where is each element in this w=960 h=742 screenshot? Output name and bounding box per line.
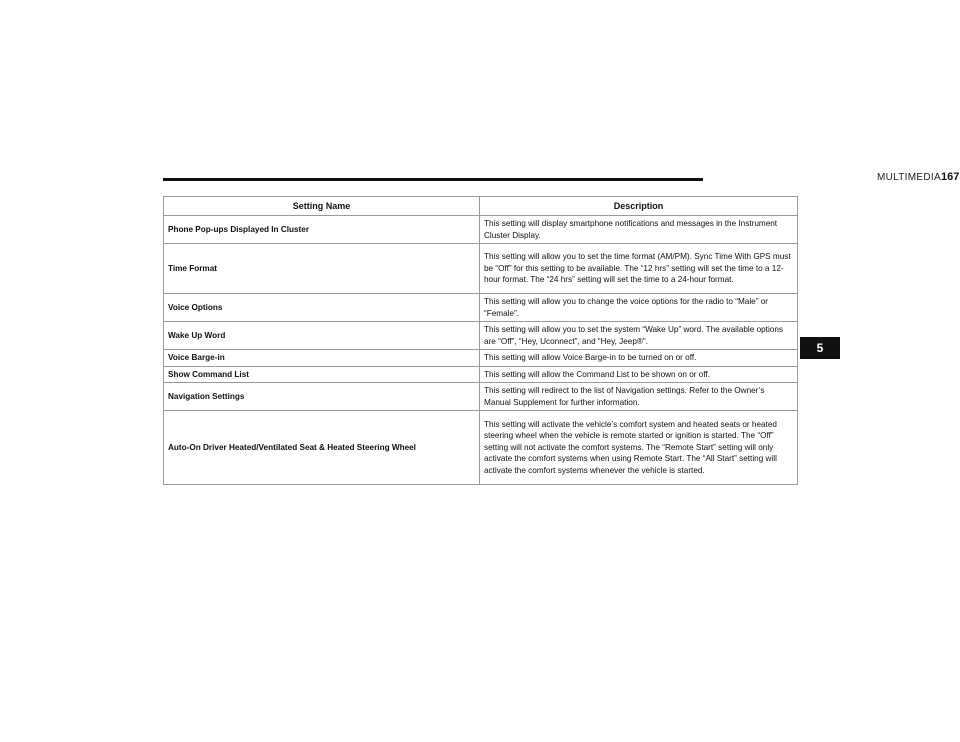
setting-description: This setting will allow you to set the system “Wake Up” word. The available options are “Off”, “Hey, Uconnect”, and “Hey, Jeep®”. <box>480 322 798 350</box>
table-row <box>164 244 798 294</box>
setting-description: This setting will allow you to change the voice options for the radio to “Male” or “Female”. <box>480 294 798 322</box>
section-title: MULTIMEDIA <box>877 172 941 183</box>
setting-name: Auto-On Driver Heated/Ventilated Seat & Heated Steering Wheel <box>164 411 480 485</box>
setting-name: Voice Options <box>164 294 480 322</box>
page-number: 167 <box>941 171 960 183</box>
setting-description: This setting will activate the vehicle’s comfort system and heated seats or heated steering wheel when the vehicle is remote started or ignition is started. The “Off” setting will not activate the comfort systems. The “Remote Start” setting will only activate the comfort systems when using Remote Start. The “All Start” setting will activate the comfort systems whenever the vehicle is started. <box>480 411 798 485</box>
setting-description: This setting will allow Voice Barge-in to be turned on or off. <box>480 350 798 367</box>
column-header-setting-name: Setting Name <box>164 197 480 216</box>
header-rule <box>163 178 703 181</box>
table-row <box>164 366 798 383</box>
table-row <box>164 216 798 244</box>
setting-description: This setting will allow you to set the time format (AM/PM). Sync Time With GPS must be “Off” for this setting to be available. The “12 hrs” setting will set the time to a 12-hour format. The “24 hrs” setting will set the time to a 24-hour format. <box>480 244 798 294</box>
table-row <box>164 294 798 322</box>
setting-name: Show Command List <box>164 366 480 383</box>
setting-description: This setting will allow the Command List to be shown on or off. <box>480 366 798 383</box>
page-header <box>163 170 960 186</box>
table-header-row <box>164 197 798 216</box>
setting-description: This setting will display smartphone notifications and messages in the Instrument Cluster Display. <box>480 216 798 244</box>
table-row <box>164 383 798 411</box>
column-header-description: Description <box>480 197 798 216</box>
setting-name: Wake Up Word <box>164 322 480 350</box>
setting-description: This setting will redirect to the list of Navigation settings. Refer to the Owner’s Manual Supplement for further information. <box>480 383 798 411</box>
setting-name: Navigation Settings <box>164 383 480 411</box>
setting-name: Phone Pop-ups Displayed In Cluster <box>164 216 480 244</box>
table-row <box>164 350 798 367</box>
setting-name: Voice Barge-in <box>164 350 480 367</box>
setting-name: Time Format <box>164 244 480 294</box>
table-row <box>164 322 798 350</box>
chapter-tab: 5 <box>800 337 840 359</box>
table-row <box>164 411 798 485</box>
settings-table <box>163 196 798 485</box>
